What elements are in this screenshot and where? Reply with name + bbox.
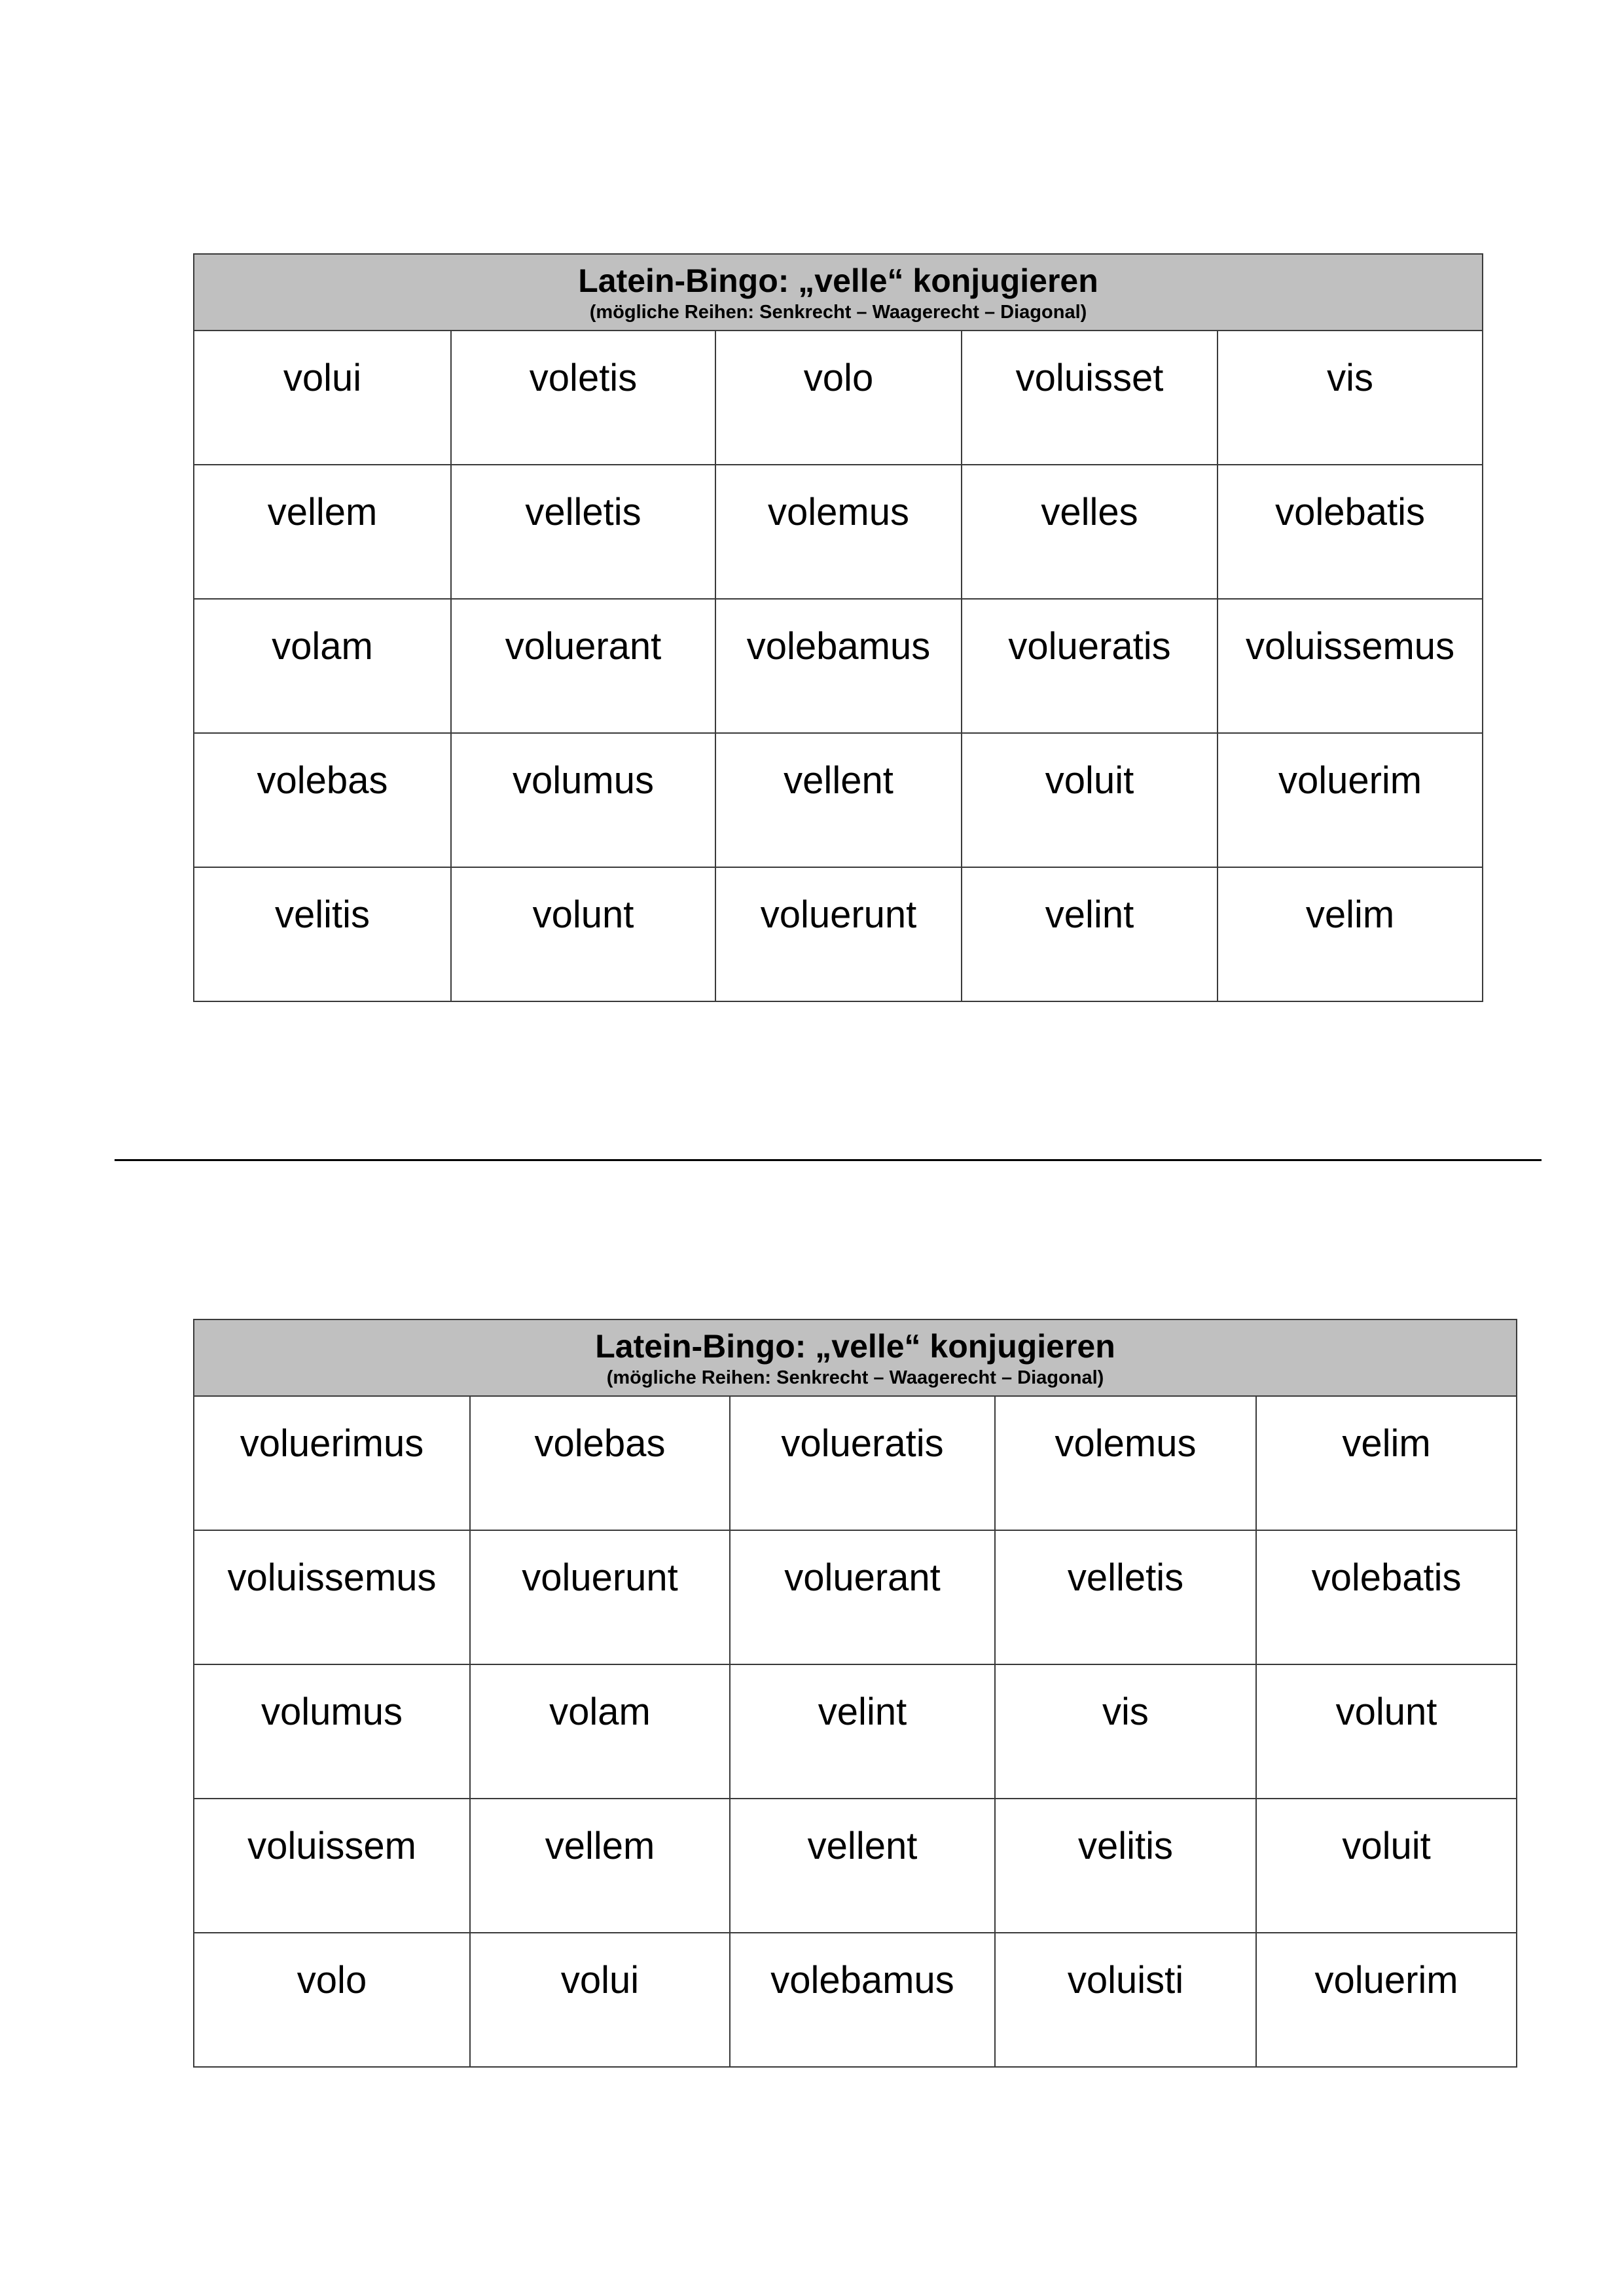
- bingo-cell: volemus: [995, 1396, 1256, 1530]
- card-header: [194, 254, 1483, 331]
- bingo-cell: voluit: [962, 733, 1218, 867]
- card-header-row: [194, 254, 1483, 331]
- bingo-cell: velint: [730, 1664, 995, 1799]
- bingo-cell: vellem: [194, 465, 451, 599]
- card-title: Latein-Bingo: „velle“ konjugieren: [595, 1327, 1115, 1365]
- bingo-card-2: [193, 1319, 1517, 2068]
- bingo-cell: vellent: [715, 733, 962, 867]
- bingo-cell: volebatis: [1218, 465, 1483, 599]
- bingo-cell: volui: [194, 331, 451, 465]
- cut-line-divider: [115, 1159, 1542, 1161]
- bingo-row: [194, 867, 1483, 1001]
- bingo-cell: voluerunt: [715, 867, 962, 1001]
- bingo-cell: vis: [1218, 331, 1483, 465]
- bingo-cell: volo: [194, 1933, 470, 2067]
- card-header-row: [194, 1319, 1517, 1396]
- bingo-cell: volam: [470, 1664, 730, 1799]
- bingo-cell: vellem: [470, 1799, 730, 1933]
- bingo-cell: volumus: [194, 1664, 470, 1799]
- bingo-cell: volo: [715, 331, 962, 465]
- card-title: Latein-Bingo: „velle“ konjugieren: [578, 262, 1098, 299]
- bingo-cell: voluerant: [730, 1530, 995, 1664]
- bingo-cell: velletis: [451, 465, 715, 599]
- bingo-row: [194, 465, 1483, 599]
- bingo-cell: voluissemus: [194, 1530, 470, 1664]
- bingo-cell: volunt: [1256, 1664, 1517, 1799]
- bingo-cell: volumus: [451, 733, 715, 867]
- bingo-cell: velitis: [995, 1799, 1256, 1933]
- bingo-cell: voluerim: [1218, 733, 1483, 867]
- bingo-row: [194, 331, 1483, 465]
- bingo-cell: velint: [962, 867, 1218, 1001]
- bingo-cell: vis: [995, 1664, 1256, 1799]
- bingo-cell: volebamus: [730, 1933, 995, 2067]
- bingo-cell: voluissem: [194, 1799, 470, 1933]
- bingo-row: [194, 1799, 1517, 1933]
- bingo-row: [194, 733, 1483, 867]
- card-subtitle: (mögliche Reihen: Senkrecht – Waagerecht – Diagonal): [589, 301, 1087, 323]
- bingo-cell: volunt: [451, 867, 715, 1001]
- bingo-cell: voluit: [1256, 1799, 1517, 1933]
- bingo-cell: voluerant: [451, 599, 715, 733]
- bingo-cell: volam: [194, 599, 451, 733]
- bingo-cell: velitis: [194, 867, 451, 1001]
- bingo-cell: volemus: [715, 465, 962, 599]
- bingo-cell: volui: [470, 1933, 730, 2067]
- bingo-row: [194, 1933, 1517, 2067]
- bingo-cell: velim: [1256, 1396, 1517, 1530]
- bingo-row: [194, 599, 1483, 733]
- bingo-cell: velim: [1218, 867, 1483, 1001]
- bingo-cell: volebamus: [715, 599, 962, 733]
- bingo-cell: voluissemus: [1218, 599, 1483, 733]
- bingo-cell: voletis: [451, 331, 715, 465]
- bingo-cell: volueratis: [730, 1396, 995, 1530]
- bingo-card-1: [193, 253, 1483, 1002]
- bingo-cell: velles: [962, 465, 1218, 599]
- card-header: [194, 1319, 1517, 1396]
- bingo-cell: voluerim: [1256, 1933, 1517, 2067]
- bingo-cell: volebas: [194, 733, 451, 867]
- bingo-cell: voluerimus: [194, 1396, 470, 1530]
- bingo-cell: voluisset: [962, 331, 1218, 465]
- bingo-row: [194, 1664, 1517, 1799]
- bingo-cell: vellent: [730, 1799, 995, 1933]
- bingo-cell: volebas: [470, 1396, 730, 1530]
- bingo-row: [194, 1530, 1517, 1664]
- bingo-cell: voluisti: [995, 1933, 1256, 2067]
- card-subtitle: (mögliche Reihen: Senkrecht – Waagerecht – Diagonal): [606, 1367, 1104, 1388]
- bingo-cell: voluerunt: [470, 1530, 730, 1664]
- bingo-cell: volebatis: [1256, 1530, 1517, 1664]
- bingo-cell: volueratis: [962, 599, 1218, 733]
- bingo-row: [194, 1396, 1517, 1530]
- bingo-cell: velletis: [995, 1530, 1256, 1664]
